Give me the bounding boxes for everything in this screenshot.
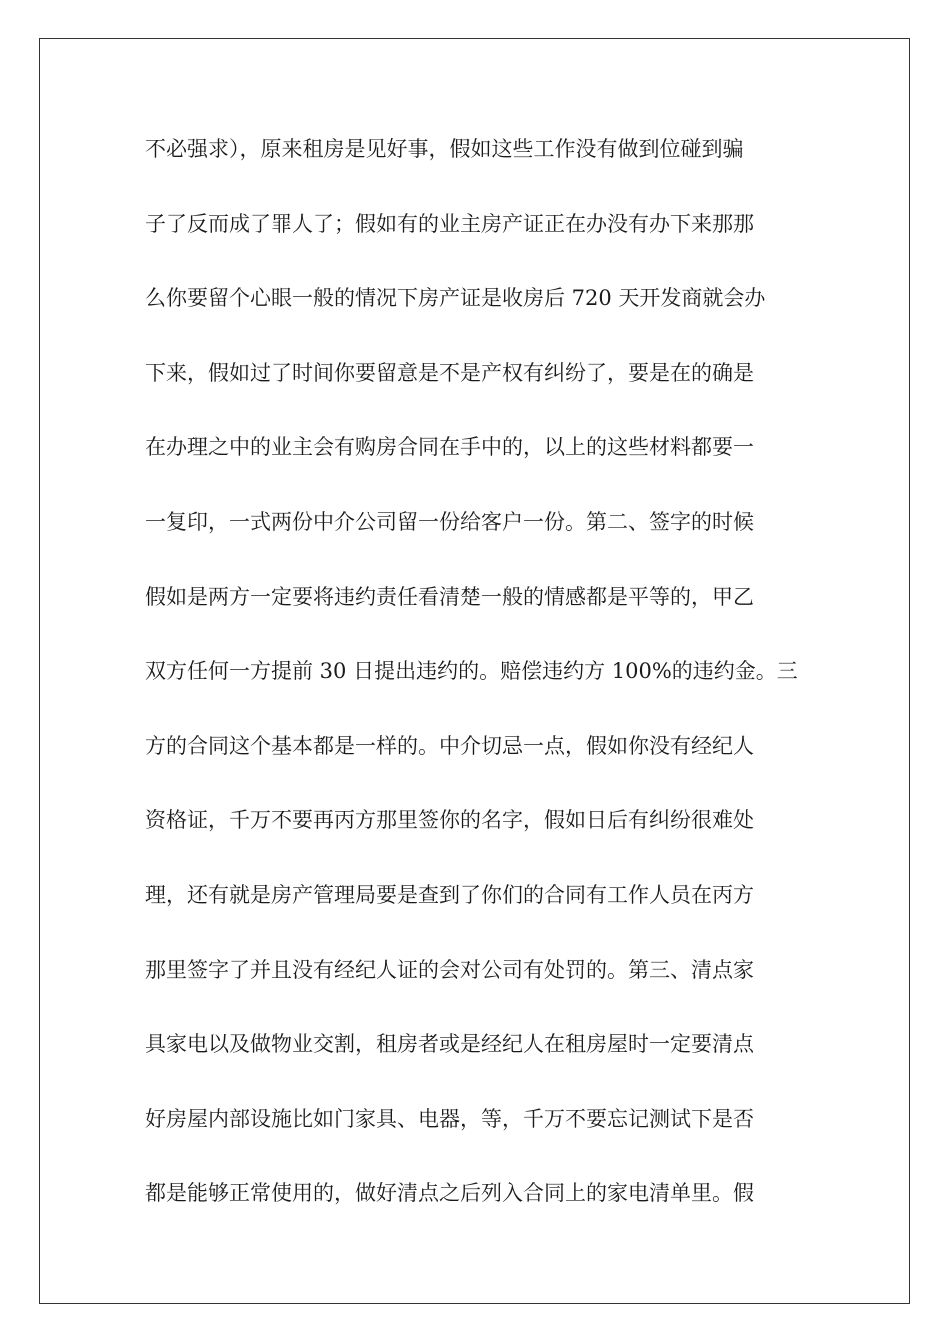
text-line: 双方任何一方提前 30 日提出违约的。赔偿违约方 100%的违约金。三: [145, 659, 798, 684]
text-line: 不必强求），原来租房是见好事，假如这些工作没有做到位碰到骗: [145, 137, 744, 161]
text-line: 好房屋内部设施比如门家具、电器，等，千万不要忘记测试下是否: [145, 1106, 754, 1131]
text-line: 资格证，千万不要再丙方那里签你的名字，假如日后有纠纷很难处: [145, 808, 754, 833]
document-body: [145, 131, 815, 1250]
text-line: 那里签字了并且没有经纪人证的会对公司有处罚的。第三、清点家: [145, 957, 754, 982]
text-line: 么你要留个心眼一般的情况下房产证是收房后 720 天开发商就会办: [145, 286, 766, 311]
text-line: 一复印，一式两份中介公司留一份给客户一份。第二、签字的时候: [145, 509, 754, 534]
text-line: 子了反而成了罪人了；假如有的业主房产证正在办没有办下来那那: [145, 211, 754, 236]
text-line: 都是能够正常使用的，做好清点之后列入合同上的家电清单里。假: [145, 1181, 754, 1206]
text-line: 理，还有就是房产管理局要是查到了你们的合同有工作人员在丙方: [145, 882, 754, 907]
text-line: 下来，假如过了时间你要留意是不是产权有纠纷了，要是在的确是: [145, 360, 754, 385]
text-line: 在办理之中的业主会有购房合同在手中的，以上的这些材料都要一: [145, 435, 754, 460]
text-line: 具家电以及做物业交割，租房者或是经纪人在租房屋时一定要清点: [145, 1032, 754, 1057]
text-line: 方的合同这个基本都是一样的。中介切忌一点，假如你没有经纪人: [145, 733, 754, 758]
text-line: 假如是两方一定要将违约责任看清楚一般的情感都是平等的，甲乙: [145, 584, 754, 609]
